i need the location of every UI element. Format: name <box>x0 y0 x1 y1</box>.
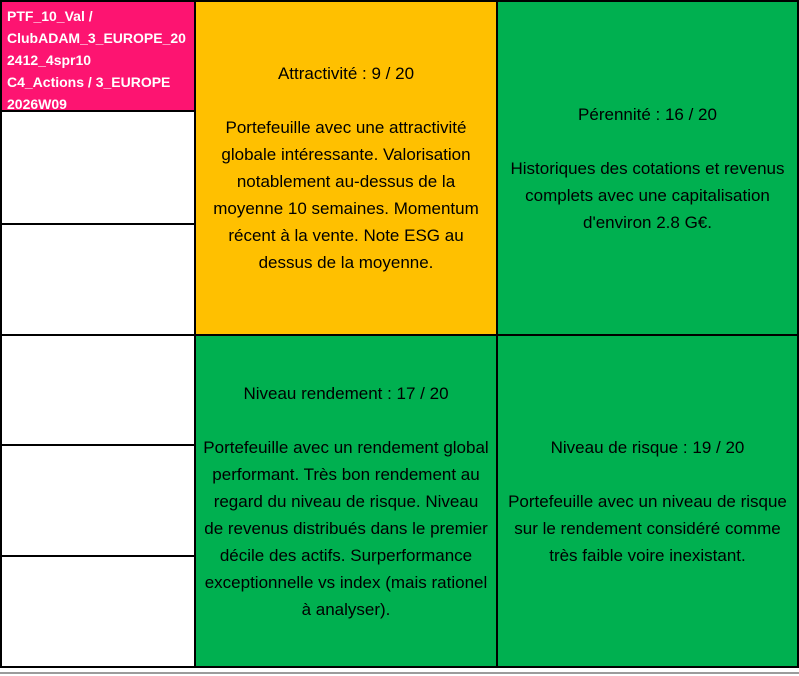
empty-cell-4[interactable] <box>2 446 196 557</box>
rendement-body: Portefeuille avec un rendement global performant. Très bon rendement au regard du niveau de risque. Niveau de revenus distribués dans le premier décile des actifs. Surperformance exceptionnelle vs index (mais rationel à analyser). <box>203 437 489 619</box>
portfolio-id-line1: PTF_10_Val / ClubADAM_3_EUROPE_202412_4spr10 <box>7 8 186 68</box>
risque-body: Portefeuille avec un niveau de risque sur le rendement considéré comme très faible voire inexistant. <box>508 491 787 565</box>
empty-cell-2[interactable] <box>2 225 196 336</box>
perennite-body: Historiques des cotations et revenus complets avec une capitalisation d'environ 2.8 G€. <box>510 158 785 232</box>
perennite-title: Pérennité : 16 / 20 <box>578 104 717 124</box>
empty-cell-1[interactable] <box>2 112 196 225</box>
empty-cell-3[interactable] <box>2 336 196 446</box>
empty-cell-5[interactable] <box>2 557 196 666</box>
rendement-title: Niveau rendement : 17 / 20 <box>243 383 449 403</box>
attractivite-cell[interactable] <box>196 2 498 336</box>
attractivite-title: Attractivité : 9 / 20 <box>277 64 415 83</box>
attractivite-body: Portefeuille avec une attractivité globale intéressante. Valorisation notablement au-dessus de la moyenne 10 semaines. Momentum récent à la vente. Note ESG au dessus de la moyenne. <box>213 118 479 272</box>
window-bottom-edge <box>0 672 799 674</box>
portfolio-id-line2: C4_Actions / 3_EUROPE 2026W09 <box>7 74 171 112</box>
perennite-cell[interactable] <box>498 2 797 336</box>
portfolio-id-cell[interactable] <box>2 2 196 112</box>
rendement-cell[interactable] <box>196 336 498 666</box>
risque-title: Niveau de risque : 19 / 20 <box>550 437 745 457</box>
risque-cell[interactable] <box>498 336 797 666</box>
